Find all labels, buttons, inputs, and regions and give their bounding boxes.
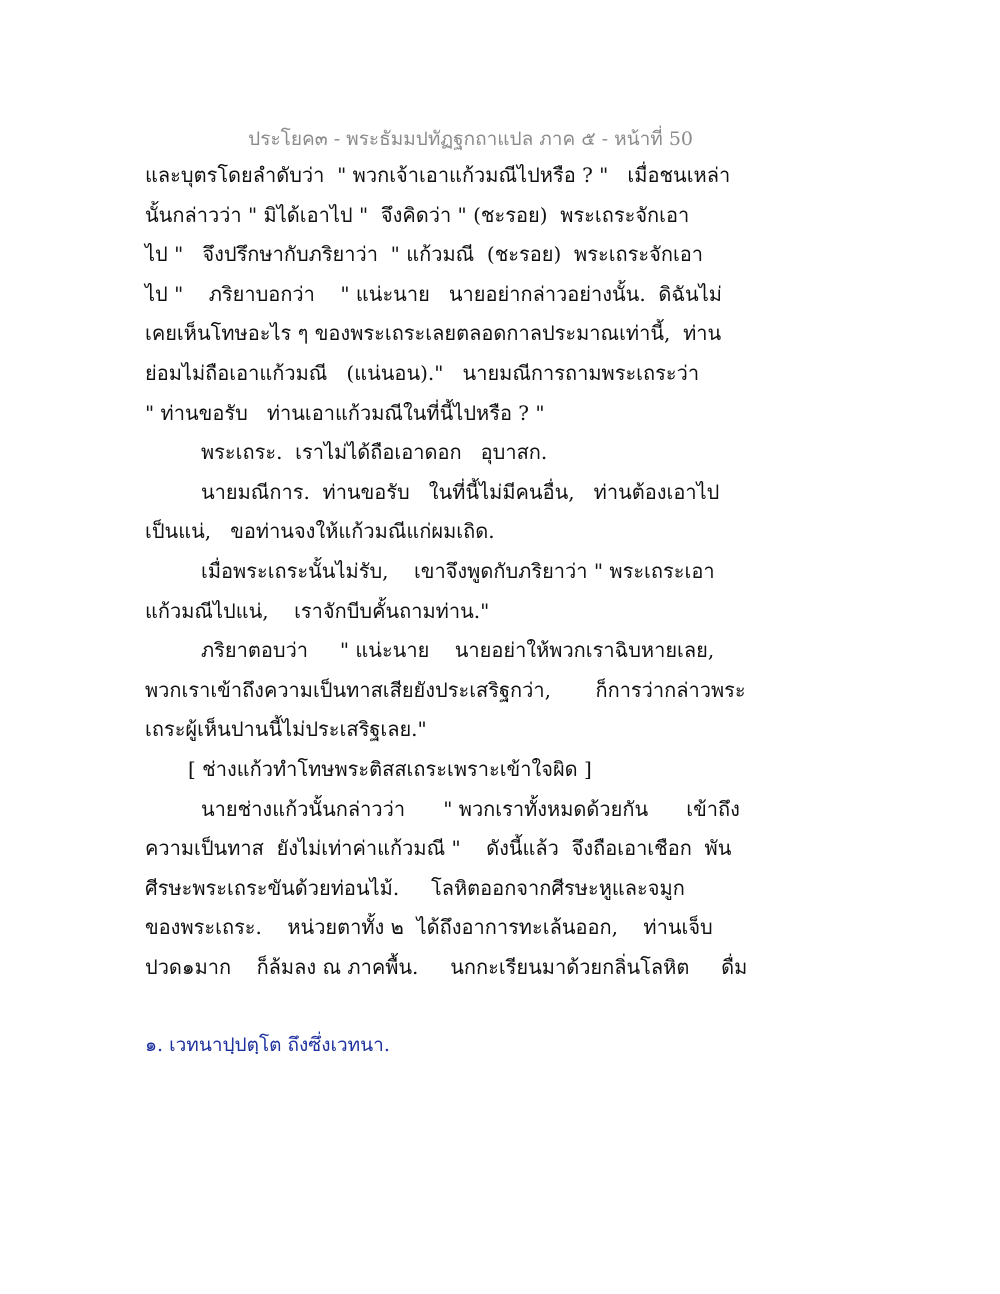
text-line: เคยเห็นโทษอะไร ๆ ของพระเถระเลยตลอดกาลประมาณเท่านี้, ท่าน [145, 321, 722, 346]
text-line: " ท่านขอรับ ท่านเอาแก้วมณีในที่นี้ไปหรือ ? " [145, 400, 545, 425]
text-line: ปวด๑มาก ก็ล้มลง ณ ภาคพื้น. นกกะเรียนมาด้วยกลิ่นโลหิต ดื่ม [145, 954, 748, 979]
text-line: ความเป็นทาส ยังไม่เท่าค่าแก้วมณี " ดังนี้แล้ว จึงถือเอาเชือก พัน [145, 836, 732, 861]
text-line: พวกเราเข้าถึงความเป็นทาสเสียยังประเสริฐกว่า, ก็การว่ากล่าวพระ [145, 677, 746, 702]
paragraph-start-line: ภริยาตอบว่า " แน่ะนาย นายอย่าให้พวกเราฉิบหายเลย, [201, 638, 715, 663]
text-line: นั้นกล่าวว่า " มิได้เอาไป " จึงคิดว่า " (ชะรอย) พระเถระจักเอา [145, 202, 690, 227]
text-line: ของพระเถระ. หน่วยตาทั้ง ๒ ได้ถึงอาการทะเล้นออก, ท่านเจ็บ [145, 915, 713, 940]
text-line: แก้วมณีไปแน่, เราจักบีบคั้นถามท่าน." [145, 598, 490, 623]
dialogue-line: นายมณีการ. ท่านขอรับ ในที่นี้ไม่มีคนอื่น, ท่านต้องเอาไป [201, 479, 720, 504]
text-line: และบุตรโดยลำดับว่า " พวกเจ้าเอาแก้วมณีไปหรือ ? " เมื่อชนเหล่า [145, 163, 731, 187]
text-line: เป็นแน่, ขอท่านจงให้แก้วมณีแก่ผมเถิด. [145, 519, 495, 544]
paragraph-start-line: เมื่อพระเถระนั้นไม่รับ, เขาจึงพูดกับภริยาว่า " พระเถระเอา [201, 558, 715, 583]
dialogue-line: พระเถระ. เราไม่ได้ถือเอาดอก อุบาสก. [201, 440, 548, 465]
text-line: ไป " จึงปรึกษากับภริยาว่า " แก้วมณี (ชะรอย) พระเถระจักเอา [145, 242, 704, 267]
text-line: ย่อมไม่ถือเอาแก้วมณี (แน่นอน)." นายมณีการถามพระเถระว่า [145, 360, 700, 385]
footnote: ๑. เวทนาปฺปตฺโต ถึงซึ่งเวทนา. [145, 1034, 390, 1056]
text-line: ศีรษะพระเถระขันด้วยท่อนไม้. โลหิตออกจากศีรษะหูและจมูก [145, 875, 685, 900]
text-line: เถระผู้เห็นปานนี้ไม่ประเสริฐเลย." [145, 717, 427, 742]
running-header: ประโยค๓ - พระธัมมปทัฏฐกถาแปล ภาค ๕ - หน้าที่ 50 [248, 128, 693, 150]
paragraph-start-line: นายช่างแก้วนั้นกล่าวว่า " พวกเราทั้งหมดด้วยกัน เข้าถึง [201, 796, 740, 821]
main-text [145, 156, 748, 987]
text-line: ไป " ภริยาบอกว่า " แน่ะนาย นายอย่ากล่าวอย่างนั้น. ดิฉันไม่ [145, 281, 722, 306]
section-heading: [ ช่างแก้วทำโทษพระติสสเถระเพราะเข้าใจผิด ] [188, 756, 592, 781]
